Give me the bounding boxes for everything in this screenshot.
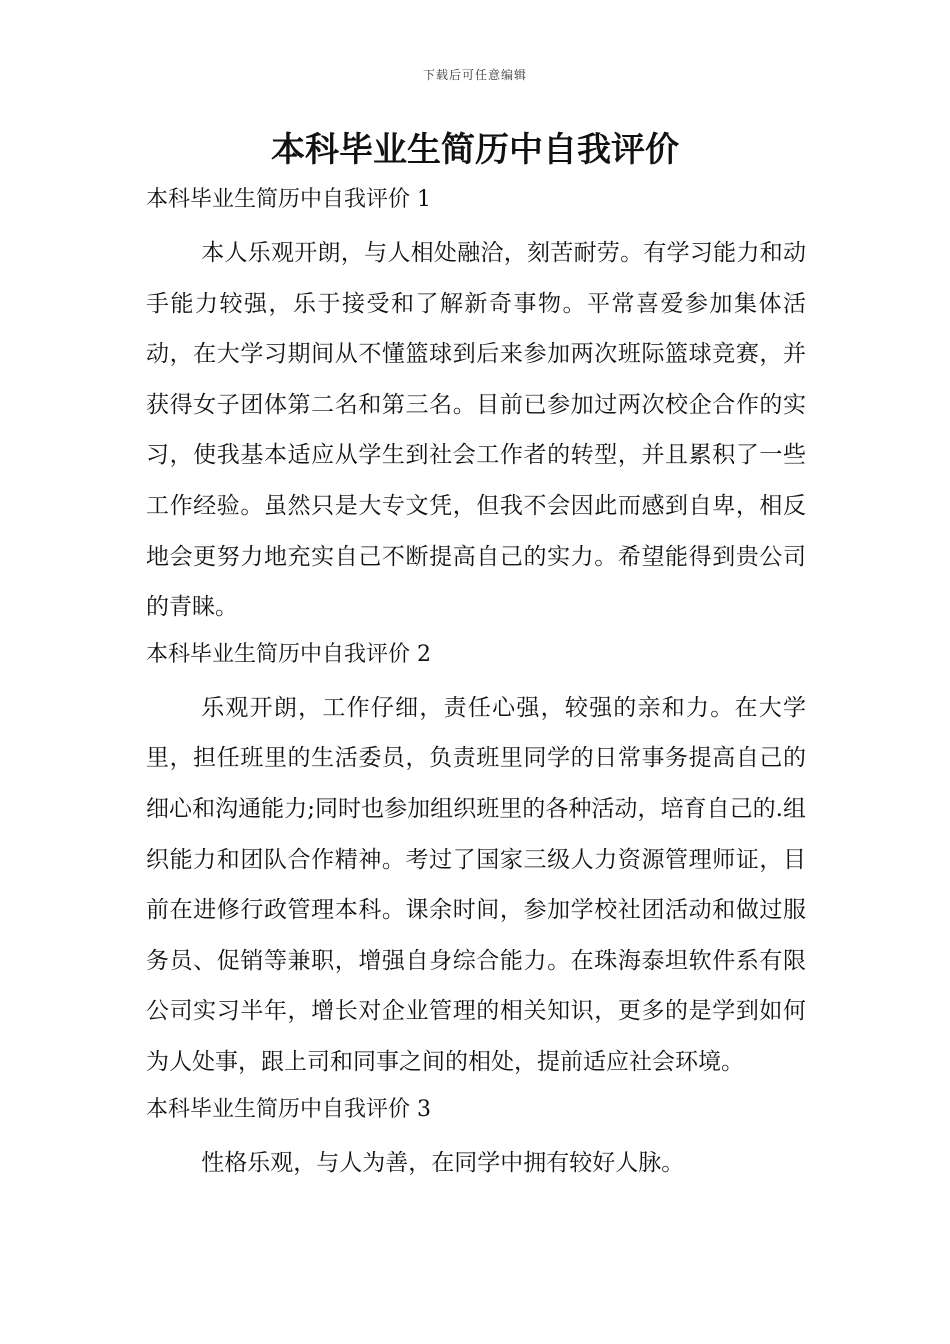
section-paragraph-1: 本人乐观开朗，与人相处融洽，刻苦耐劳。有学习能力和动手能力较强，乐于接受和了解新奇事物。平常喜爱参加集体活动，在大学习期间从不懂篮球到后来参加两次班际篮球竞赛，并获得女子团体第二名和第三名。目前已参加过两次校企合作的实习，使我基本适应从学生到社会工作者的转型，并且累积了一些工作经验。虽然只是大专文凭，但我不会因此而感到自卑，相反地会更努力地充实自己不断提高自己的实力。希望能得到贵公司的青睐。	[146, 240, 806, 621]
document-title: 本科毕业生简历中自我评价	[271, 130, 679, 170]
section-heading-3: 本科毕业生简历中自我评价 3	[146, 1096, 431, 1122]
page-header-note: 下载后可任意编辑	[422, 68, 527, 82]
section-heading-1: 本科毕业生简历中自我评价 1	[146, 187, 431, 212]
section-paragraph-2: 乐观开朗，工作仔细，责任心强，较强的亲和力。在大学里，担任班里的生活委员，负责班里同学的日常事务提高自己的细心和沟通能力;同时也参加组织班里的各种活动，培育自己的.组织能力和团队合作精神。考过了国家三级人力资源管理师证，目前在进修行政管理本科。课余时间，参加学校社团活动和做过服务员、促销等兼职，增强自身综合能力。在珠海泰坦软件系有限公司实习半年，增长对企业管理的相关知识，更多的是学到如何为人处事，跟上司和同事之间的相处，提前适应社会环境。	[146, 694, 806, 1075]
section-paragraph-3: 性格乐观，与人为善，在同学中拥有较好人脉。	[201, 1149, 685, 1176]
section-heading-2: 本科毕业生简历中自我评价 2	[146, 641, 431, 667]
document-body	[146, 178, 806, 1188]
